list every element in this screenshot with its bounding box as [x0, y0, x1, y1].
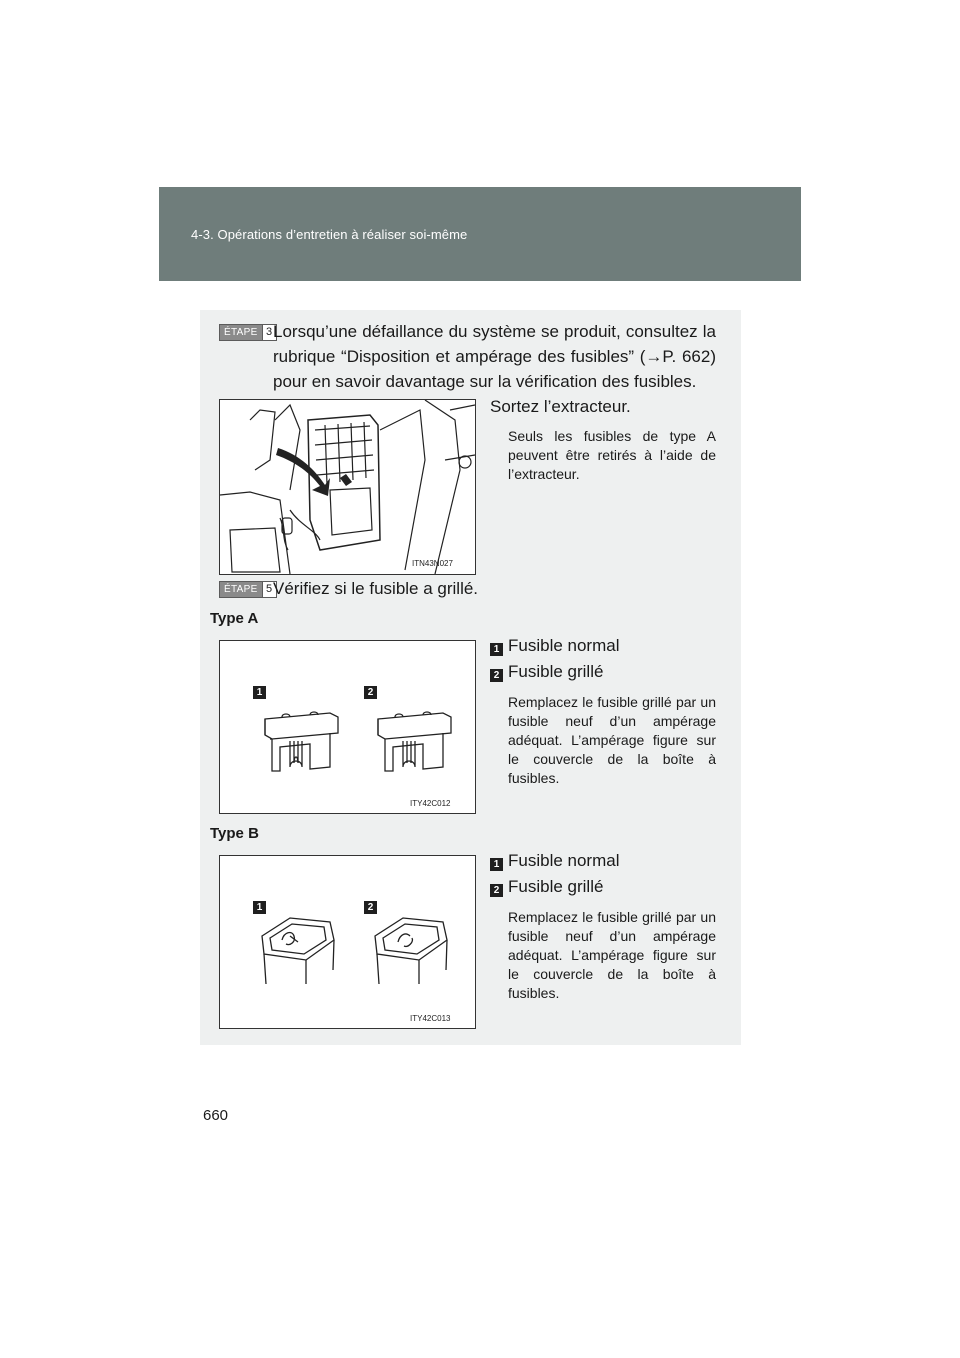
step-number: 5: [262, 582, 276, 597]
figure-code: ITY42C013: [410, 1014, 451, 1023]
figure-fuse-box-engine: [219, 399, 476, 575]
page-number: 660: [203, 1107, 229, 1124]
step-word: ÉTAPE: [220, 325, 262, 340]
step-5-text: Vérifiez si le fusible a grillé.: [273, 579, 479, 598]
fig-marker-1: 1: [253, 901, 266, 914]
step-badge-3: [219, 324, 277, 341]
step-3-text: Lorsqu’une défaillance du système se produit, consultez la rubrique “Disposition et ampérage des fusibles” (→P. 662) pour en savoir davantage sur la vérification des fusibles.: [273, 322, 716, 391]
figure-code: ITY42C012: [410, 799, 451, 808]
step-word: ÉTAPE: [220, 582, 262, 597]
figure-type-b-fuses: [219, 855, 476, 1029]
section-header: [159, 187, 801, 281]
type-a-note: Remplacez le fusible grillé par un fusible neuf d’un ampérage adéquat. L’ampérage figure sur le couvercle de la boîte à fusibles.: [508, 694, 716, 786]
list-marker-2: 2: [490, 669, 503, 682]
figure-code: ITN43N027: [412, 559, 453, 568]
type-a-illustration: [220, 641, 475, 813]
list-marker-1: 1: [490, 858, 503, 871]
fig-marker-2: 2: [364, 901, 377, 914]
content-panel: [200, 310, 741, 1045]
type-b-illustration: [220, 856, 475, 1028]
step-number: 3: [262, 325, 276, 340]
step-4-text: Sortez l’extracteur.: [490, 397, 631, 416]
type-b-note: Remplacez le fusible grillé par un fusible neuf d’un ampérage adéquat. L’ampérage figure sur le couvercle de la boîte à fusibles.: [508, 909, 716, 1001]
type-b-item-1: Fusible normal: [508, 851, 620, 870]
type-a-item-1: Fusible normal: [508, 636, 620, 655]
step-4-note: Seuls les fusibles de type A peuvent être retirés à l’aide de l’extracteur.: [508, 428, 716, 482]
figure-type-a-fuses: [219, 640, 476, 814]
fig-marker-1: 1: [253, 686, 266, 699]
type-a-item-2: Fusible grillé: [508, 662, 604, 681]
list-marker-2: 2: [490, 884, 503, 897]
type-b-label: Type B: [210, 825, 259, 842]
type-a-label: Type A: [210, 610, 259, 627]
fuse-box-illustration: [220, 400, 475, 574]
section-title: 4-3. Opérations d’entretien à réaliser soi-même: [191, 227, 468, 242]
fig-marker-2: 2: [364, 686, 377, 699]
step-badge-5: [219, 581, 277, 598]
list-marker-1: 1: [490, 643, 503, 656]
type-b-item-2: Fusible grillé: [508, 877, 604, 896]
